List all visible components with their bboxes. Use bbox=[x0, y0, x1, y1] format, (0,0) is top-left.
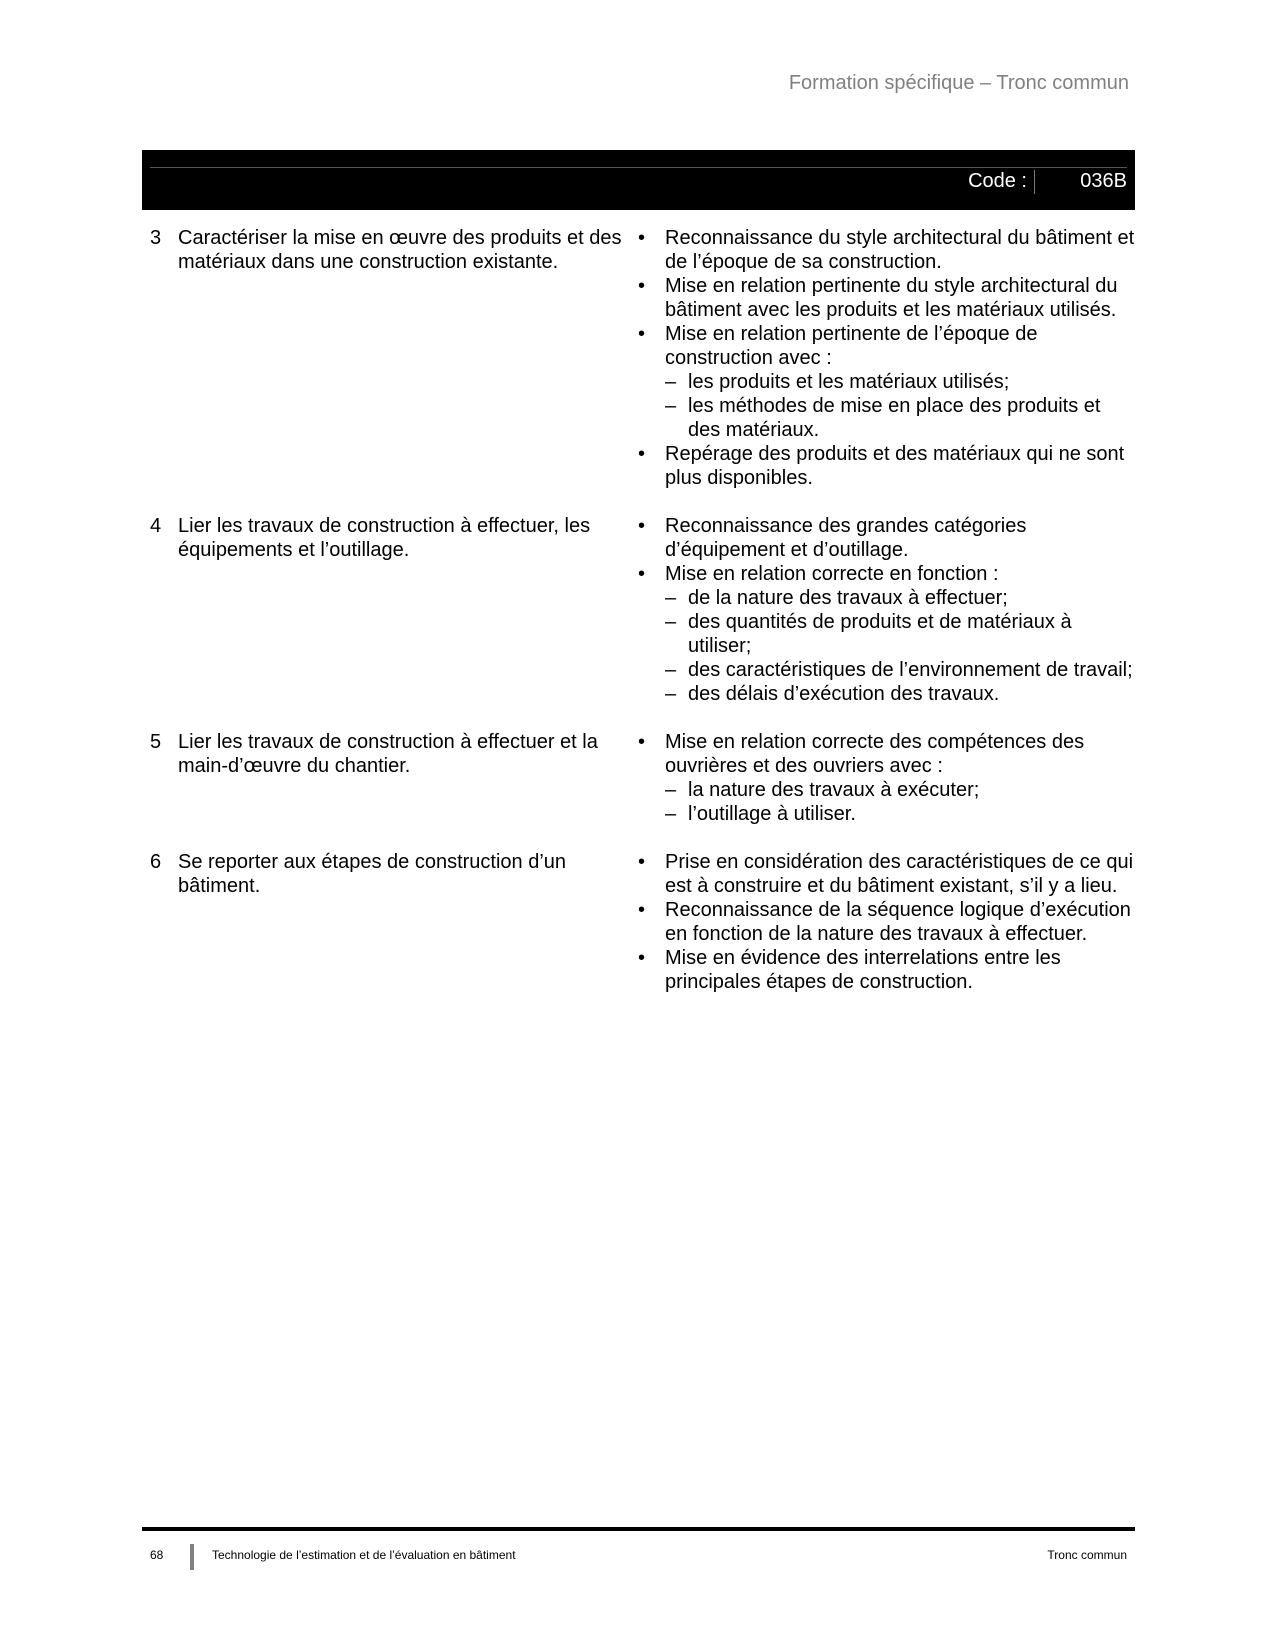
criterion-text: Prise en considération des caractéristiques de ce qui est à construire et du bâtiment existant, s’il y a lieu. bbox=[665, 851, 1134, 897]
sub-criterion-text: la nature des travaux à exécuter; bbox=[688, 779, 980, 801]
objective-number: 4 bbox=[150, 515, 162, 537]
sub-criterion-item bbox=[665, 394, 1135, 442]
criterion-text: Mise en évidence des interrelations entre les principales étapes de construction. bbox=[665, 947, 1061, 993]
footer-rule bbox=[142, 1527, 1135, 1531]
bullet-icon: • bbox=[638, 731, 646, 753]
bullet-icon: • bbox=[638, 227, 646, 249]
objective-row bbox=[142, 850, 1135, 994]
sub-criteria-list bbox=[665, 370, 1135, 442]
dash-icon: – bbox=[665, 611, 677, 633]
objective-cell bbox=[142, 850, 635, 994]
bullet-icon: • bbox=[638, 275, 646, 297]
criteria-list bbox=[635, 730, 1135, 826]
dash-icon: – bbox=[665, 803, 677, 825]
criteria-cell bbox=[635, 226, 1135, 490]
dash-icon: – bbox=[665, 371, 677, 393]
sub-criterion-item bbox=[665, 370, 1135, 394]
code-value: 036B bbox=[1080, 170, 1127, 192]
criterion-text: Mise en relation correcte des compétences des ouvrières et des ouvriers avec : bbox=[665, 731, 1085, 777]
footer-divider bbox=[190, 1544, 194, 1570]
sub-criterion-text: de la nature des travaux à effectuer; bbox=[688, 587, 1008, 609]
dash-icon: – bbox=[665, 587, 677, 609]
objective-cell bbox=[142, 226, 635, 490]
page-number: 68 bbox=[150, 1548, 164, 1562]
criterion-text: Mise en relation correcte en fonction : bbox=[665, 563, 999, 585]
criterion-item bbox=[635, 442, 1135, 490]
criterion-text: Repérage des produits et des matériaux qui ne sont plus disponibles. bbox=[665, 443, 1125, 489]
sub-criterion-item bbox=[665, 682, 1135, 706]
footer-doc-title: Technologie de l’estimation et de l’évaluation en bâtiment bbox=[212, 1548, 516, 1562]
objective-text: Lier les travaux de construction à effectuer et la main-d’œuvre du chantier. bbox=[178, 731, 598, 777]
running-header: Formation spécifique – Tronc commun bbox=[788, 72, 1129, 94]
sub-criterion-text: l’outillage à utiliser. bbox=[688, 803, 856, 825]
sub-criterion-text: des caractéristiques de l’environnement de travail; bbox=[688, 659, 1133, 681]
code-label: Code : bbox=[968, 170, 1027, 192]
sub-criterion-text: les méthodes de mise en place des produits et des matériaux. bbox=[688, 395, 1101, 441]
objective-row bbox=[142, 514, 1135, 706]
objective-cell bbox=[142, 730, 635, 826]
objective-row bbox=[142, 730, 1135, 826]
sub-criterion-item bbox=[665, 778, 1135, 802]
criterion-text: Reconnaissance de la séquence logique d’exécution en fonction de la nature des travaux à effectuer. bbox=[665, 899, 1131, 945]
criteria-cell bbox=[635, 730, 1135, 826]
criteria-list bbox=[635, 514, 1135, 706]
criterion-text: Mise en relation pertinente de l’époque de construction avec : bbox=[665, 323, 1038, 369]
sub-criterion-text: des quantités de produits et de matériaux à utiliser; bbox=[688, 611, 1072, 657]
dash-icon: – bbox=[665, 659, 677, 681]
criterion-item bbox=[635, 562, 1135, 706]
objective-row bbox=[142, 226, 1135, 490]
bullet-icon: • bbox=[638, 947, 646, 969]
objective-number: 6 bbox=[150, 851, 162, 873]
sub-criterion-item bbox=[665, 586, 1135, 610]
objective-number: 5 bbox=[150, 731, 162, 753]
objective-text: Lier les travaux de construction à effectuer, les équipements et l’outillage. bbox=[178, 515, 591, 561]
criteria-list bbox=[635, 226, 1135, 490]
page-footer bbox=[142, 1544, 1135, 1574]
criteria-list bbox=[635, 850, 1135, 994]
objective-text: Caractériser la mise en œuvre des produits et des matériaux dans une construction existante. bbox=[178, 227, 622, 273]
bullet-icon: • bbox=[638, 563, 646, 585]
criterion-item bbox=[635, 274, 1135, 322]
objective-cell bbox=[142, 514, 635, 706]
bullet-icon: • bbox=[638, 851, 646, 873]
criterion-item bbox=[635, 730, 1135, 826]
bullet-icon: • bbox=[638, 899, 646, 921]
sub-criterion-text: des délais d’exécution des travaux. bbox=[688, 683, 1000, 705]
dash-icon: – bbox=[665, 683, 677, 705]
criterion-text: Reconnaissance du style architectural du bâtiment et de l’époque de sa construction. bbox=[665, 227, 1135, 273]
objective-number: 3 bbox=[150, 227, 162, 249]
objective-text: Se reporter aux étapes de construction d’un bâtiment. bbox=[178, 851, 567, 897]
code-divider bbox=[1034, 170, 1035, 194]
criterion-item bbox=[635, 946, 1135, 994]
sub-criteria-list bbox=[665, 778, 1135, 826]
criteria-cell bbox=[635, 850, 1135, 994]
criterion-item bbox=[635, 322, 1135, 442]
dash-icon: – bbox=[665, 395, 677, 417]
bullet-icon: • bbox=[638, 515, 646, 537]
criterion-item bbox=[635, 898, 1135, 946]
sub-criterion-item bbox=[665, 610, 1135, 658]
dash-icon: – bbox=[665, 779, 677, 801]
code-bar bbox=[142, 150, 1135, 210]
criterion-text: Mise en relation pertinente du style architectural du bâtiment avec les produits et les matériaux utilisés. bbox=[665, 275, 1118, 321]
objectives-table bbox=[142, 226, 1135, 1018]
bullet-icon: • bbox=[638, 443, 646, 465]
sub-criterion-item bbox=[665, 802, 1135, 826]
sub-criteria-list bbox=[665, 586, 1135, 706]
criterion-item bbox=[635, 514, 1135, 562]
footer-section: Tronc commun bbox=[1047, 1548, 1127, 1562]
criteria-cell bbox=[635, 514, 1135, 706]
criterion-item bbox=[635, 226, 1135, 274]
criterion-item bbox=[635, 850, 1135, 898]
sub-criterion-item bbox=[665, 658, 1135, 682]
sub-criterion-text: les produits et les matériaux utilisés; bbox=[688, 371, 1010, 393]
bullet-icon: • bbox=[638, 323, 646, 345]
criterion-text: Reconnaissance des grandes catégories d’équipement et d’outillage. bbox=[665, 515, 1027, 561]
code-bar-rule bbox=[150, 167, 1127, 168]
